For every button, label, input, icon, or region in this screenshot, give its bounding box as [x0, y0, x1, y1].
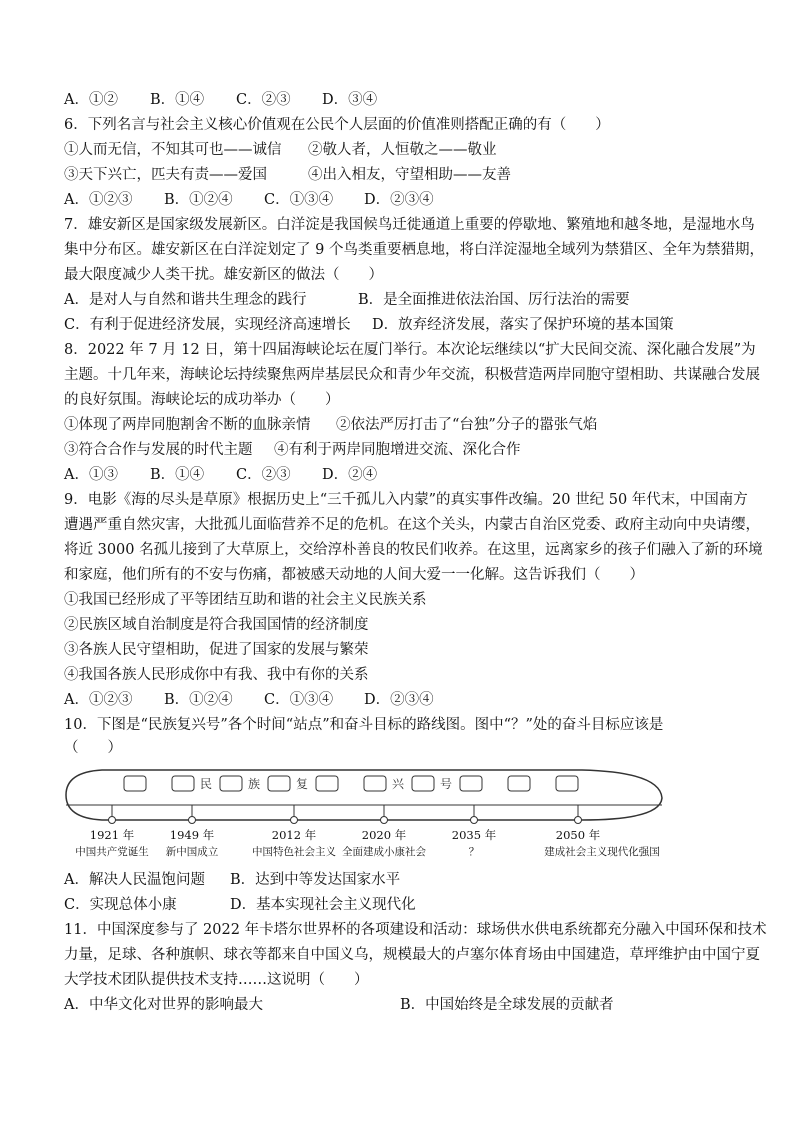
option-c: C．②③	[236, 467, 291, 483]
station-label: 全面建成小康社会	[342, 846, 426, 858]
station-label: 建成社会主义现代化强国	[544, 846, 660, 858]
option-b: B．达到中等发达国家水平	[230, 872, 401, 888]
option-a: A．解决人民温饱问题	[64, 872, 205, 888]
train-label-char: 族	[248, 777, 261, 791]
train-window	[556, 776, 578, 791]
option-d: D．②③④	[364, 692, 434, 708]
station-year: 2012 年	[271, 828, 317, 842]
station-year: 1921 年	[89, 828, 135, 842]
train-window	[220, 776, 242, 791]
q8-item-2: ②依法严厉打击了“台独”分子的嚣张气焰	[336, 417, 598, 433]
q8-options	[64, 465, 377, 485]
option-d: D．基本实现社会主义现代化	[230, 897, 416, 913]
train-window	[460, 776, 482, 791]
q8-item-1: ①体现了两岸同胞割舍不断的血脉亲情	[64, 417, 311, 433]
train-route-diagram	[62, 760, 674, 870]
q9-item-2: ②民族区域自治制度是符合我国国情的经济制度	[64, 617, 369, 633]
q6-items-row1	[64, 140, 497, 160]
station-dot	[471, 817, 478, 824]
q8-item-4: ④有利于两岸同胞增进交流、深化合作	[274, 442, 521, 458]
option-b: B．①②④	[164, 692, 233, 708]
station-year: 2035 年	[451, 828, 497, 842]
train-label-char: 民	[200, 777, 213, 791]
q8-items-row1	[64, 415, 597, 435]
station-year: 2050 年	[555, 828, 601, 842]
station-label: ？	[468, 846, 480, 858]
option-b: B．①④	[150, 92, 205, 108]
q11-stem-line1: 11．中国深度参与了 2022 年卡塔尔世界杯的各项建设和活动：球场供水供电系统都充分融入中国环保和技术	[64, 922, 767, 938]
q7-options-row2	[64, 315, 674, 335]
q9-options	[64, 690, 434, 710]
q6-items-row2	[64, 165, 511, 185]
q6-item-4: ④出入相友，守望相助——友善	[308, 167, 511, 183]
q9-stem-line2: 遭遇严重自然灾害，大批孤儿面临营养不足的危机。在这个关头，内蒙古自治区党委、政府主动向中央请缨，	[64, 517, 760, 533]
q11-stem-line3: 大学技术团队提供技术支持……这说明（ ）	[64, 972, 369, 988]
q9-stem-line4: 和家庭，他们所有的不安与伤痛，都被感天动地的人间大爱一一化解。这告诉我们（ ）	[64, 567, 644, 583]
option-c: C．有利于促进经济发展，实现经济高速增长	[64, 317, 351, 333]
option-d: D．③④	[322, 92, 378, 108]
q8-stem-line2: 主题。十几年来，海峡论坛持续聚焦两岸基层民众和青少年交流，积极营造两岸同胞守望相助、共谋融合发展	[64, 367, 760, 383]
option-d: D．②④	[322, 467, 378, 483]
q9-item-4: ④我国各族人民形成你中有我、我中有你的关系	[64, 667, 369, 683]
q8-stem-line1: 8．2022 年 7 月 12 日，第十四届海峡论坛在厦门举行。本次论坛继续以“扩大民间交流、深化融合发展”为	[64, 342, 756, 358]
q10-stem-line2: （ ）	[64, 740, 122, 756]
option-a: A．①②③	[64, 192, 133, 208]
option-c: C．实现总体小康	[64, 897, 177, 913]
station-year: 1949 年	[169, 828, 215, 842]
q6-item-3: ③天下兴亡，匹夫有责——爱国	[64, 167, 267, 183]
train-window	[508, 776, 530, 791]
q10-stem-line1: 10．下图是“民族复兴号”各个时间“站点”和奋斗目标的路线图。图中“？”处的奋斗目标应该是	[64, 717, 664, 733]
station-dot	[189, 817, 196, 824]
q11-stem-line2: 力量，足球、各种旗帜、球衣等都来自中国义乌，规模最大的卢塞尔体育场由中国建造，草坪维护由中国宁夏	[64, 947, 760, 963]
q5-options	[64, 90, 377, 110]
station-year: 2020 年	[361, 828, 407, 842]
option-a: A．①③	[64, 467, 118, 483]
q8-items-row2	[64, 440, 521, 460]
station-label: 中国共产党诞生	[75, 846, 149, 858]
option-d: D．放弃经济发展，落实了保护环境的基本国策	[372, 317, 674, 333]
station-label: 中国特色社会主义	[252, 846, 336, 858]
q11-options-row1	[64, 995, 614, 1015]
q9-item-3: ③各族人民守望相助，促进了国家的发展与繁荣	[64, 642, 369, 658]
train-window	[172, 776, 194, 791]
q7-stem-line1: 7．雄安新区是国家级发展新区。白洋淀是我国候鸟迁徙通道上重要的停歇地、繁殖地和越冬地，是湿地水鸟	[64, 217, 755, 233]
station-dot	[575, 817, 582, 824]
train-label-char: 复	[296, 777, 309, 791]
q6-options	[64, 190, 434, 210]
option-b: B．中国始终是全球发展的贡献者	[400, 997, 614, 1013]
q8-item-3: ③符合合作与发展的时代主题	[64, 442, 253, 458]
option-c: C．①③④	[264, 192, 334, 208]
train-body	[62, 760, 674, 828]
q10-options-row2	[64, 895, 416, 915]
station-dot	[109, 817, 116, 824]
q9-stem-line3: 将近 3000 名孤儿接到了大草原上，交给淳朴善良的牧民们收养。在这里，远离家乡的孩子们融入了新的环境	[64, 542, 763, 558]
option-a: A．是对人与自然和谐共生理念的践行	[64, 292, 307, 308]
train-window	[316, 776, 338, 791]
q6-stem: 6．下列名言与社会主义核心价值观在公民个人层面的价值准则搭配正确的有（ ）	[64, 117, 610, 133]
q6-item-2: ②敬人者，人恒敬之——敬业	[308, 142, 497, 158]
train-label-char: 号	[440, 777, 453, 791]
option-a: A．①②③	[64, 692, 133, 708]
q9-stem-line1: 9．电影《海的尽头是草原》根据历史上“三千孤儿入内蒙”的真实事件改编。20 世纪 50 年代末，中国南方	[64, 492, 748, 508]
train-window	[412, 776, 434, 791]
train-label-char: 兴	[392, 777, 405, 791]
q7-options-row1	[64, 290, 630, 310]
option-b: B．①②④	[164, 192, 233, 208]
train-window	[124, 776, 146, 791]
option-d: D．②③④	[364, 192, 434, 208]
option-b: B．①④	[150, 467, 205, 483]
station-dot	[291, 817, 298, 824]
train-window	[364, 776, 386, 791]
q10-options-row1	[64, 870, 400, 890]
q9-item-1: ①我国已经形成了平等团结互助和谐的社会主义民族关系	[64, 592, 427, 608]
q8-stem-line3: 的良好氛围。海峡论坛的成功举办（ ）	[64, 392, 340, 408]
station-dot	[381, 817, 388, 824]
q7-stem-line2: 集中分布区。雄安新区在白洋淀划定了 9 个鸟类重要栖息地，将白洋淀湿地全域列为禁猎区、全年为禁猎期，	[64, 242, 764, 258]
q7-stem-line3: 最大限度减少人类干扰。雄安新区的做法（ ）	[64, 267, 383, 283]
q6-item-1: ①人而无信，不知其可也——诚信	[64, 142, 282, 158]
station-label: 新中国成立	[165, 846, 219, 858]
option-a: A．中华文化对世界的影响最大	[64, 997, 263, 1013]
option-b: B．是全面推进依法治国、厉行法治的需要	[358, 292, 630, 308]
option-c: C．②③	[236, 92, 291, 108]
train-window	[268, 776, 290, 791]
option-c: C．①③④	[264, 692, 334, 708]
option-a: A．①②	[64, 92, 118, 108]
